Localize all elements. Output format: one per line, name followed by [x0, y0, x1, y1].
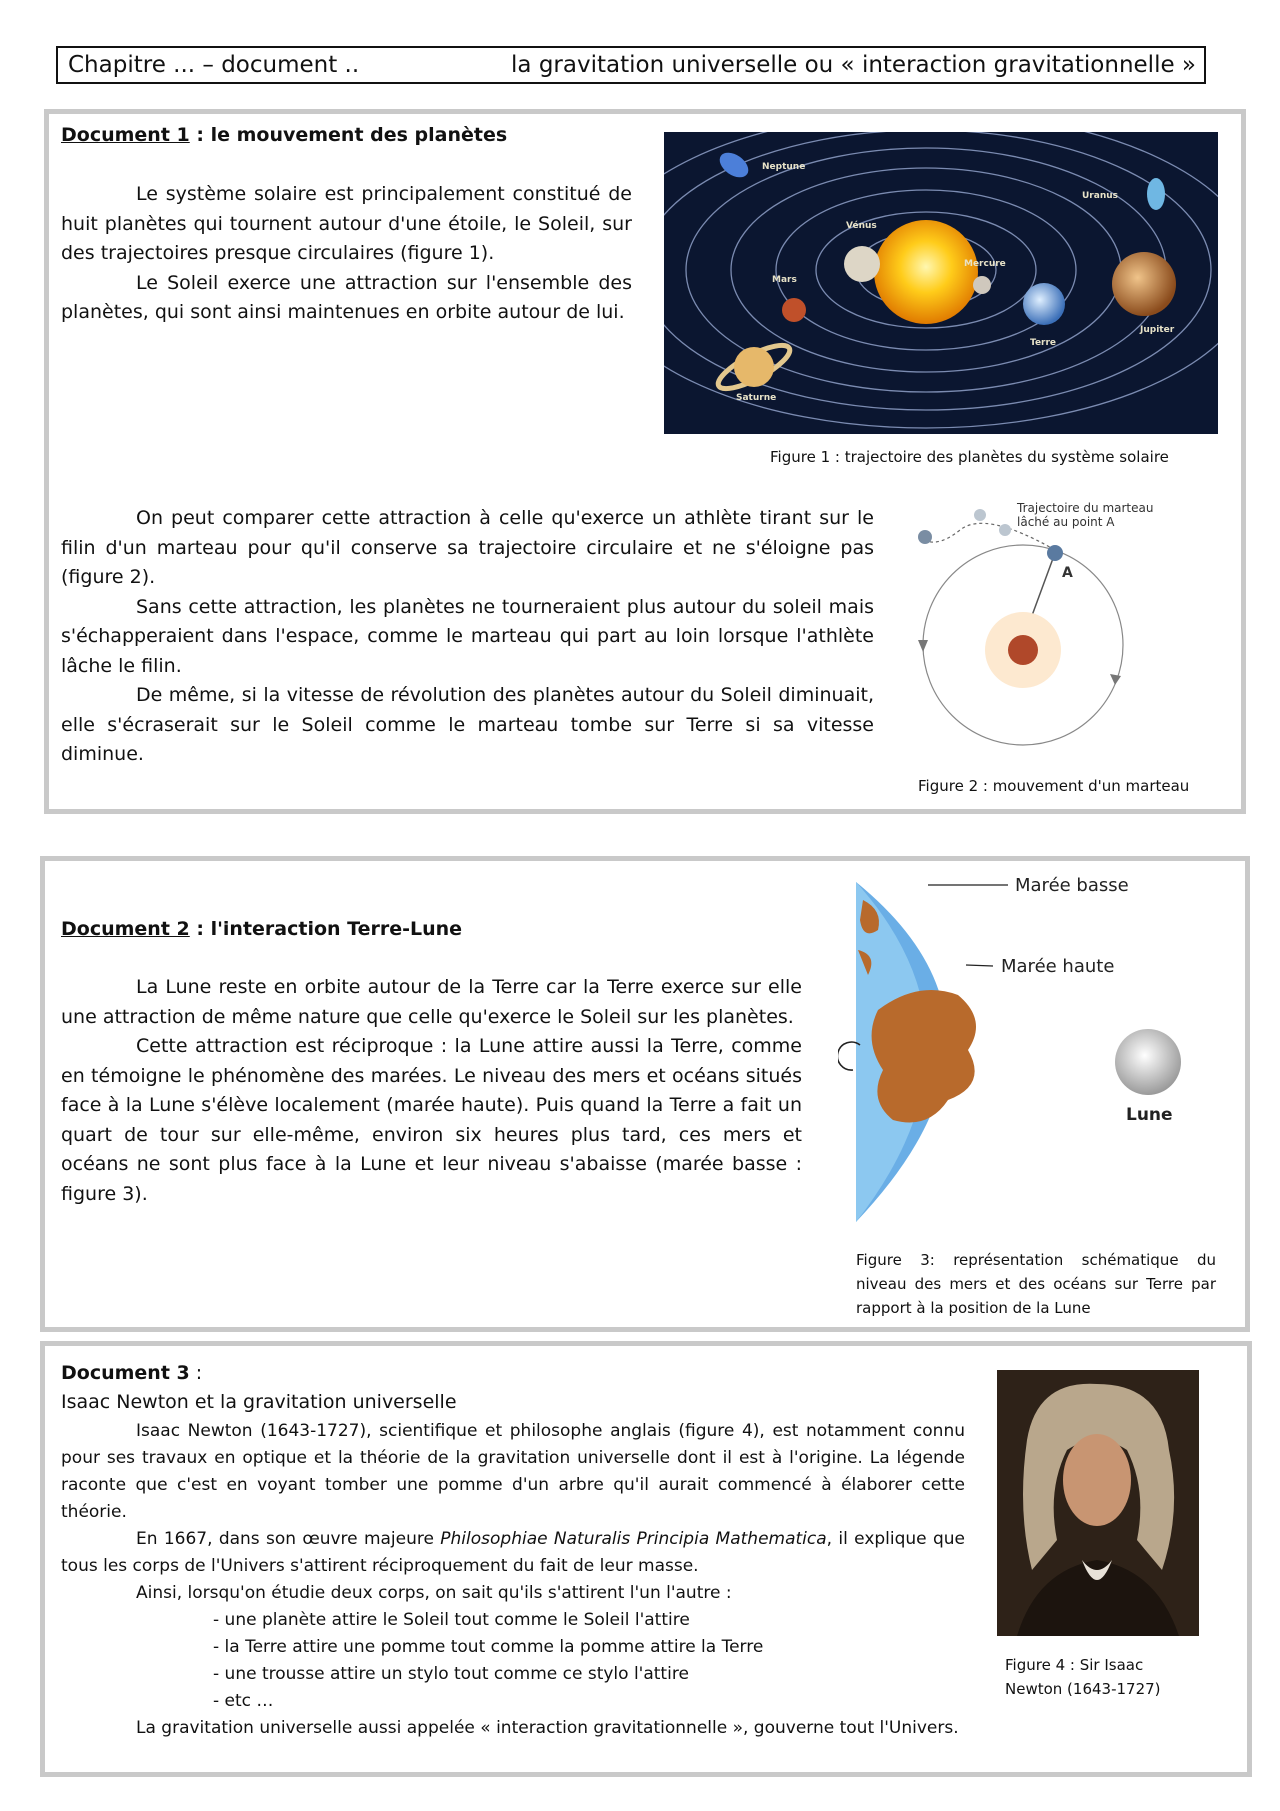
- document-3-colon: :: [189, 1362, 203, 1384]
- mars-icon: [782, 298, 806, 322]
- document-3-subtitle: Isaac Newton et la gravitation universelle: [61, 1391, 457, 1413]
- document-2-heading: : l'interaction Terre-Lune: [189, 918, 463, 940]
- label-jupiter: Jupiter: [1140, 325, 1175, 335]
- paragraph: Isaac Newton (1643-1727), scientifique et philosophe anglais (figure 4), est notamment connu pour ses travaux en optique et la théorie de la gravitation universelle dont il est à l'origine. La légende raconte que c'est en voyant tomber une pomme d'un arbre qu'il aurait commencé à élaborer cette théorie.: [61, 1421, 965, 1522]
- label-terre: Terre: [1030, 338, 1057, 348]
- paragraph: Ainsi, lorsqu'on étudie deux corps, on sait qu'ils s'attirent l'un l'autre :: [136, 1583, 732, 1603]
- principia-title: Philosophiae Naturalis Principia Mathematica: [440, 1529, 827, 1549]
- label-mars: Mars: [772, 275, 797, 285]
- document-1-title: [61, 124, 507, 146]
- figure-4-caption: Figure 4 : Sir Isaac Newton (1643-1727): [1005, 1656, 1161, 1698]
- continent-shape: [872, 990, 976, 1123]
- document-2-title: [61, 918, 462, 940]
- document-1-text-bottom: [61, 504, 874, 770]
- venus-icon: [844, 246, 880, 282]
- list-item: - une planète attire le Soleil tout comme le Soleil l'attire: [213, 1610, 690, 1630]
- label-lune: Lune: [1126, 1105, 1173, 1125]
- paragraph: La Lune reste en orbite autour de la Terre car la Terre exerce sur elle une attraction de même nature que celle qu'exerce le Soleil sur les planètes.: [61, 976, 802, 1028]
- paragraph: Sans cette attraction, les planètes ne tourneraient plus autour du soleil mais s'échapperaient dans l'espace, comme le marteau qui part au loin lorsque l'athlète lâche le filin.: [61, 595, 874, 677]
- label-uranus: Uranus: [1082, 191, 1118, 201]
- label-saturne: Saturne: [736, 393, 777, 403]
- mercury-icon: [973, 276, 991, 294]
- label-venus: Vénus: [846, 221, 877, 231]
- document-1-heading: : le mouvement des planètes: [189, 124, 508, 146]
- header-topic: la gravitation universelle ou « interaction gravitationnelle »: [511, 52, 1196, 78]
- paragraph: [61, 1526, 965, 1580]
- hammer-figure: [905, 500, 1195, 780]
- hammer-label-line2: lâché au point A: [1017, 515, 1115, 529]
- document-2-label: Document 2: [61, 918, 190, 940]
- label-maree-haute: Marée haute: [1001, 956, 1115, 977]
- paragraph: Le système solaire est principalement constitué de huit planètes qui tournent autour d'une étoile, le Soleil, sur des trajectoires presque circulaires (figure 1).: [61, 183, 632, 264]
- header-chapter: Chapitre ... – document ..: [68, 52, 360, 78]
- document-3-text: [61, 1418, 965, 1607]
- list-item: - etc …: [213, 1691, 274, 1711]
- arrow-icon: [1110, 674, 1121, 685]
- list-item: - la Terre attire une pomme tout comme la pomme attire la Terre: [213, 1637, 764, 1657]
- ball-icon: [918, 530, 932, 544]
- page-header: [56, 46, 1206, 84]
- paragraph: Le Soleil exerce une attraction sur l'ensemble des planètes, qui sont ainsi maintenues en orbite autour de lui.: [61, 271, 632, 323]
- list-item: - une trousse attire un stylo tout comme ce stylo l'attire: [213, 1664, 689, 1684]
- face-shape: [1063, 1434, 1131, 1526]
- label-neptune: Neptune: [762, 162, 806, 172]
- moon-icon: [1115, 1029, 1181, 1095]
- athlete-icon: [1008, 635, 1038, 665]
- uranus-icon: [1147, 178, 1165, 210]
- document-3-conclusion: La gravitation universelle aussi appelée « interaction gravitationnelle », gouverne tout l'Univers.: [136, 1718, 959, 1738]
- tides-figure: [838, 870, 1218, 1230]
- hammer-label-line1: Trajectoire du marteau: [1017, 501, 1154, 515]
- document-1-text-top: [61, 180, 632, 328]
- label-maree-basse: Marée basse: [1015, 875, 1129, 896]
- earth-icon: [1023, 283, 1065, 325]
- ball-icon: [999, 524, 1011, 536]
- solar-system-figure: [664, 132, 1218, 434]
- document-1-label: Document 1: [61, 124, 190, 146]
- document-3-label: Document 3: [61, 1362, 190, 1384]
- label-mercure: Mercure: [964, 259, 1006, 269]
- point-a-label: A: [1062, 565, 1073, 581]
- paragraph-part: En 1667, dans son œuvre majeure: [136, 1529, 441, 1549]
- paragraph: Cette attraction est réciproque : la Lune attire aussi la Terre, comme en témoigne le phénomène des marées. Le niveau des mers et océans situés face à la Lune s'élève localement (marée haute). Puis quand la Terre a fait un quart de tour sur elle-même, environ six heures plus tard, ces mers et océans ne sont plus face à la Lune et leur niveau s'abaisse (marée basse : figure 3).: [61, 1035, 802, 1205]
- paragraph: On peut comparer cette attraction à celle qu'exerce un athlète tirant sur le filin d'un marteau pour qu'il conserve sa trajectoire circulaire et ne s'éloigne pas (figure 2).: [61, 507, 874, 588]
- paragraph: De même, si la vitesse de révolution des planètes autour du Soleil diminuait, elle s'écraserait sur le Soleil comme le marteau tombe sur Terre si sa vitesse diminue.: [61, 684, 874, 765]
- figure-3-caption: Figure 3: représentation schématique du niveau des mers et des océans sur Terre par rapport à la position de la Lune: [856, 1251, 1216, 1317]
- examples-list: [213, 1607, 763, 1715]
- newton-portrait: [997, 1370, 1199, 1636]
- arrow-icon: [918, 640, 928, 652]
- ball-icon: [974, 509, 986, 521]
- sun-icon: [874, 220, 978, 324]
- hammer-ball-icon: [1047, 545, 1063, 561]
- figure-2-caption: Figure 2 : mouvement d'un marteau: [918, 777, 1190, 795]
- document-2-text: [61, 973, 802, 1209]
- document-3-title: [61, 1362, 202, 1384]
- leader-line: [966, 965, 993, 966]
- jupiter-icon: [1112, 252, 1176, 316]
- figure-1-caption: Figure 1 : trajectoire des planètes du système solaire: [770, 448, 1169, 466]
- paragraph-part: , il explique que tous les corps de l'Univers s'attirent réciproquement du fait de leur masse.: [61, 1529, 965, 1576]
